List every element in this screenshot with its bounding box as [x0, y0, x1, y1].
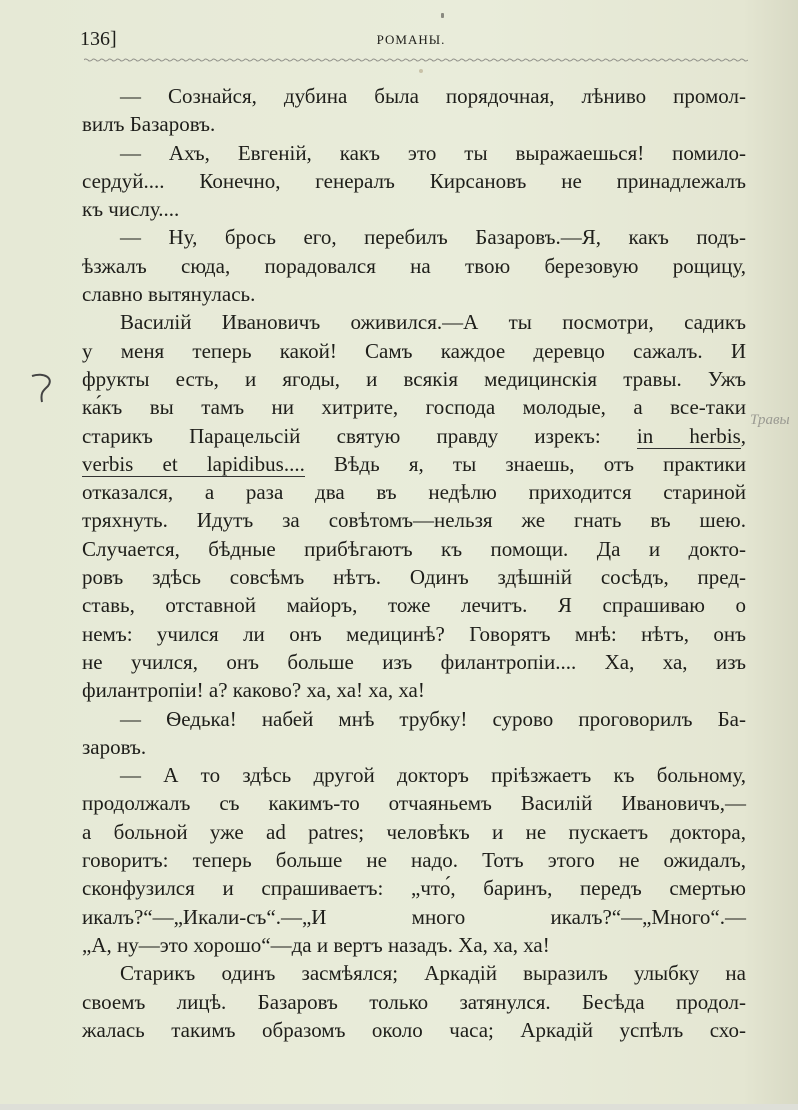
- text-line: [82, 846, 746, 874]
- underlined-latin-text: in herbis: [636, 423, 741, 448]
- line-text: ставь, отставной майоръ, тоже лечитъ. Я спрашиваю о: [82, 593, 746, 618]
- line-text: — Сознайся, дубина была порядочная, лѣниво промол-: [120, 84, 746, 108]
- line-text: тряхнуть. Идутъ за совѣтомъ—нельзя же гнать въ шею.: [82, 508, 746, 533]
- line-text: заровъ.: [82, 734, 147, 759]
- line-text: сконфузился и спрашиваетъ: „что́, баринъ, передъ смертью: [82, 876, 746, 901]
- text-line: [82, 874, 746, 902]
- line-text: филантропіи! а? каково? ха, ха! ха, ха!: [82, 678, 425, 703]
- text-line: [82, 139, 746, 167]
- text-line: [82, 535, 746, 563]
- page-number: 136]: [80, 28, 117, 50]
- text-line: [82, 931, 746, 959]
- text-line: [82, 82, 746, 110]
- line-text: старикъ Парацельсій святую правду изрекъ:: [82, 423, 637, 448]
- line-text: продолжалъ съ какимъ-то отчаяньемъ Василій Ивановичъ,—: [82, 791, 746, 816]
- text-line: [82, 591, 746, 619]
- text-line: [82, 422, 746, 450]
- text-line: [82, 110, 746, 138]
- line-text: фрукты есть, и ягоды, и всякія медицинскія травы. Ужъ: [82, 366, 746, 391]
- text-line: [82, 959, 746, 987]
- line-text: — Ахъ, Евгеній, какъ это ты выражаешься! помило-: [120, 140, 746, 165]
- text-line: [82, 280, 746, 308]
- text-line: [82, 450, 746, 478]
- text-line: [82, 676, 746, 704]
- line-text: — Ну, брось его, перебилъ Базаровъ.—Я, какъ подъ-: [120, 225, 746, 250]
- text-line: [82, 988, 746, 1016]
- line-text: Случается, бѣдные прибѣгаютъ къ помощи. Да и докто-: [82, 536, 746, 561]
- handwritten-margin-note: Травы: [750, 412, 790, 428]
- line-text: — Ѳедька! набей мнѣ трубку! сурово проговорилъ Ба-: [120, 706, 746, 731]
- text-line: [82, 167, 746, 195]
- line-text: къ числу....: [82, 197, 180, 222]
- text-line: [82, 648, 746, 676]
- text-line: [82, 478, 746, 506]
- scan-edge: [0, 1104, 798, 1110]
- text-line: [82, 252, 746, 280]
- text-line: [82, 337, 746, 365]
- line-text: сердуй.... Конечно, генералъ Кирсановъ не принадлежалъ: [82, 168, 746, 193]
- text-line: [82, 1016, 746, 1044]
- text-line: [82, 705, 746, 733]
- scan-speck: [419, 69, 423, 73]
- running-title: РОМАНЫ.: [376, 32, 446, 47]
- text-line: [82, 308, 746, 336]
- line-text: не учился, онъ больше изъ филантропіи.... Ха, ха, изъ: [82, 649, 746, 674]
- text-line: [82, 195, 746, 223]
- line-text: вилъ Базаровъ.: [82, 112, 216, 137]
- text-line: [82, 620, 746, 648]
- text-line: [82, 789, 746, 817]
- line-text: ,: [740, 423, 746, 448]
- line-text: „А, ну—это хорошо“—да и вертъ назадъ. Ха, ха, ха!: [82, 932, 550, 957]
- line-text: ровъ здѣсь совсѣмъ нѣтъ. Одинъ здѣшній сосѣдъ, пред-: [82, 565, 746, 590]
- line-text: ка́къ вы тамъ ни хитрите, господа молодые, а все-таки: [82, 395, 746, 420]
- text-line: [82, 733, 746, 761]
- line-text: — А то здѣсь другой докторъ пріѣзжаетъ къ больному,: [120, 763, 746, 788]
- text-line: [82, 506, 746, 534]
- text-line: [82, 903, 746, 931]
- line-text: говоритъ: теперь больше не надо. Тотъ этого не ожидалъ,: [82, 848, 746, 873]
- line-text: отказался, а раза два въ недѣлю приходится стариной: [82, 480, 746, 505]
- line-text: икалъ?“—„Икали-съ“.—„И много икалъ?“—„Много“.—: [82, 904, 746, 929]
- text-line: [82, 563, 746, 591]
- line-text: славно вытянулась.: [82, 282, 256, 307]
- line-text: Вѣдь я, ты знаешь, отъ практики: [304, 451, 746, 476]
- line-text: а больной уже ad patres; человѣкъ и не пускаетъ доктора,: [82, 819, 746, 844]
- scan-speck: [441, 13, 444, 18]
- line-text: у меня теперь какой! Самъ каждое деревцо сажалъ. И: [82, 338, 746, 363]
- wavy-rule: [84, 56, 748, 64]
- text-line: [82, 761, 746, 789]
- line-text: Старикъ одинъ засмѣялся; Аркадій выразилъ улыбку на: [120, 961, 746, 986]
- text-line: [82, 393, 746, 421]
- line-text: немъ: учился ли онъ медицинѣ? Говорятъ мнѣ: нѣтъ, онъ: [82, 621, 746, 646]
- body-text: [82, 82, 746, 1044]
- text-line: [82, 365, 746, 393]
- line-text: своемъ лицѣ. Базаровъ только затянулся. Бесѣда продол-: [82, 989, 746, 1014]
- underlined-latin-text: verbis et lapidibus....: [82, 451, 305, 476]
- line-text: Василій Ивановичъ оживился.—А ты посмотри, садикъ: [120, 310, 746, 335]
- text-line: [82, 818, 746, 846]
- handwritten-question-mark-icon: [22, 368, 62, 408]
- text-line: [82, 223, 746, 251]
- line-text: жалась такимъ образомъ около часа; Аркадій успѣлъ схо-: [82, 1017, 746, 1042]
- line-text: ѣзжалъ сюда, порадовался на твою березовую рощицу,: [82, 253, 746, 278]
